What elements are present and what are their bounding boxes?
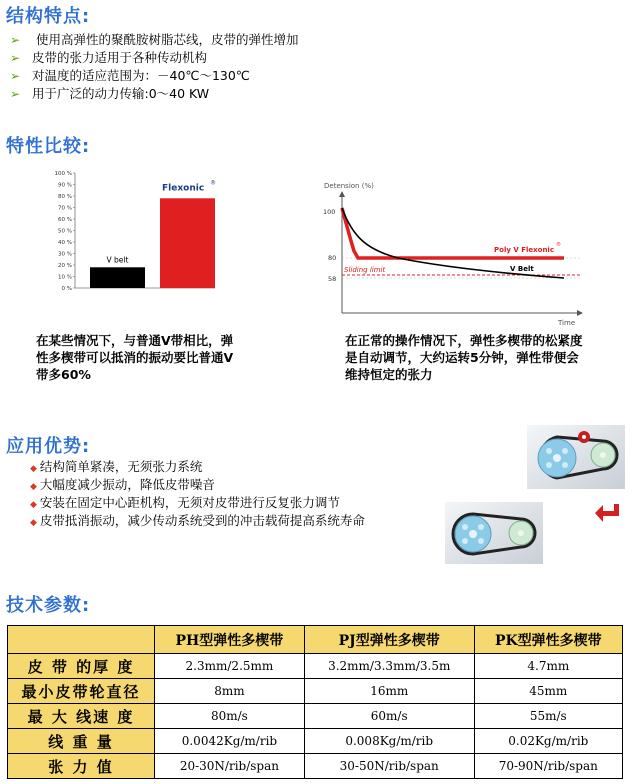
- row-label: 最 大 线速 度: [8, 704, 155, 729]
- advantage-item: ◆ 结构简单紧凑，无须张力系统: [30, 459, 203, 474]
- table-row: [8, 679, 623, 704]
- advantage-item: ◆ 大幅度减少振动，降低皮带噪音: [30, 477, 215, 492]
- v-belt-label: V belt: [106, 255, 129, 265]
- y-tick-label: 50 %: [58, 228, 72, 235]
- bar-v-belt: [90, 267, 145, 288]
- specs-title: 技术参数:: [6, 595, 91, 616]
- sliding-limit-label: Sliding limit: [344, 266, 386, 274]
- y-tick-100: 100: [323, 208, 336, 216]
- feature-item: ➢ 使用高弹性的聚酰胺树脂芯线，皮带的弹性增加: [10, 32, 299, 47]
- row-label: 线 重 量: [8, 729, 155, 754]
- bar-flexonic: [160, 198, 215, 288]
- table-cell: 3.2mm/3.3mm/3.5m: [304, 654, 474, 679]
- poly-v-mark: ®: [556, 242, 561, 248]
- table-cell: 0.02Kg/m/rib: [474, 729, 622, 754]
- features-title: 结构特点:: [6, 6, 91, 27]
- advantage-item: ◆ 皮带抵消振动，减少传动系统受到的冲击载荷提高系统寿命: [30, 513, 365, 528]
- table-cell: 20-30N/rib/span: [155, 754, 305, 779]
- pulley-illustration-top: [527, 425, 625, 489]
- y-tick-label: 20 %: [58, 263, 72, 269]
- table-cell: 30-50N/rib/span: [304, 754, 474, 779]
- flexonic-label: Flexonic: [162, 183, 205, 194]
- y-tick-label: 90 %: [58, 182, 72, 189]
- arrow-icon: ➢: [10, 87, 21, 101]
- flexonic-mark: ®: [210, 179, 216, 187]
- diamond-bullet-icon: ◆: [30, 464, 37, 474]
- caption-left: 在某些情况下，与普通V带相比，弹 性多楔带可以抵消的振动要比普通V 带多60%: [36, 333, 234, 382]
- line-chart: [318, 178, 588, 328]
- diamond-bullet-icon: ◆: [30, 518, 37, 528]
- advantage-item: ◆ 安装在固定中心距机构，无须对皮带进行反复张力调节: [30, 495, 340, 510]
- table-header-cell: [8, 626, 155, 654]
- table-header-cell: PJ型弹性多楔带: [304, 626, 474, 654]
- y-tick-label: 40 %: [58, 240, 72, 246]
- table-row: [8, 704, 623, 729]
- arrow-icon: ➢: [10, 69, 21, 83]
- caption-right: 在正常的操作情况下，弹性多楔带的松紧度 是自动调节，大约运转5分钟，弹性带便会 维持恒定的张力: [345, 333, 583, 382]
- compare-title: 特性比较:: [6, 136, 91, 157]
- bar-chart: [45, 165, 230, 315]
- y-axis-arrow-icon: [339, 191, 345, 197]
- y-tick-label: 100 %: [54, 171, 72, 177]
- feature-item: ➢ 用于广泛的动力传输:0～40 KW: [10, 86, 210, 101]
- x-axis-arrow-icon: [577, 310, 583, 316]
- y-tick-80: 80: [328, 254, 337, 262]
- advantages-title: 应用优势:: [6, 436, 91, 457]
- row-label: 最小皮带轮直径: [8, 679, 155, 704]
- line-chart-ylabel: Detension (%): [324, 182, 374, 190]
- diamond-bullet-icon: ◆: [30, 500, 37, 510]
- spec-table: [7, 625, 623, 779]
- pulley-illustration-bottom: [445, 502, 543, 564]
- line-chart-xlabel: Time: [558, 319, 576, 327]
- row-label: 皮 带 的厚 度: [8, 654, 155, 679]
- table-cell: 2.3mm/2.5mm: [155, 654, 305, 679]
- table-header-row: [8, 626, 623, 654]
- table-cell: 8mm: [155, 679, 305, 704]
- feature-item: ➢ 皮带的张力适用于各种传动机构: [10, 50, 208, 65]
- table-cell: 0.0042Kg/m/rib: [155, 729, 305, 754]
- y-tick-label: 60 %: [58, 217, 72, 223]
- row-label: 张 力 值: [8, 754, 155, 779]
- y-tick-label: 30 %: [58, 251, 72, 258]
- table-cell: 70-90N/rib/span: [474, 754, 622, 779]
- table-cell: 80m/s: [155, 704, 305, 729]
- return-arrow-icon: [594, 502, 620, 524]
- y-tick-label: 70 %: [58, 205, 72, 212]
- table-row: [8, 654, 623, 679]
- poly-v-label: Poly V Flexonic: [494, 246, 554, 254]
- y-tick-58: 58: [328, 275, 337, 283]
- y-tick-label: 80 %: [58, 194, 72, 200]
- table-cell: 4.7mm: [474, 654, 622, 679]
- arrow-icon: ➢: [10, 33, 21, 47]
- diamond-bullet-icon: ◆: [30, 482, 37, 492]
- table-cell: 45mm: [474, 679, 622, 704]
- table-header-cell: PH型弹性多楔带: [155, 626, 305, 654]
- y-tick-label: 10 %: [58, 274, 72, 281]
- feature-item: ➢ 对温度的适应范围为：－40℃～130℃: [10, 68, 250, 83]
- table-header-cell: PK型弹性多楔带: [474, 626, 622, 654]
- table-row: [8, 754, 623, 779]
- table-row: [8, 729, 623, 754]
- table-cell: 60m/s: [304, 704, 474, 729]
- arrow-icon: ➢: [10, 51, 21, 65]
- y-tick-label: 0 %: [61, 286, 72, 292]
- table-cell: 0.008Kg/m/rib: [304, 729, 474, 754]
- table-cell: 55m/s: [474, 704, 622, 729]
- table-cell: 16mm: [304, 679, 474, 704]
- v-belt-line-label: V Belt: [510, 265, 534, 273]
